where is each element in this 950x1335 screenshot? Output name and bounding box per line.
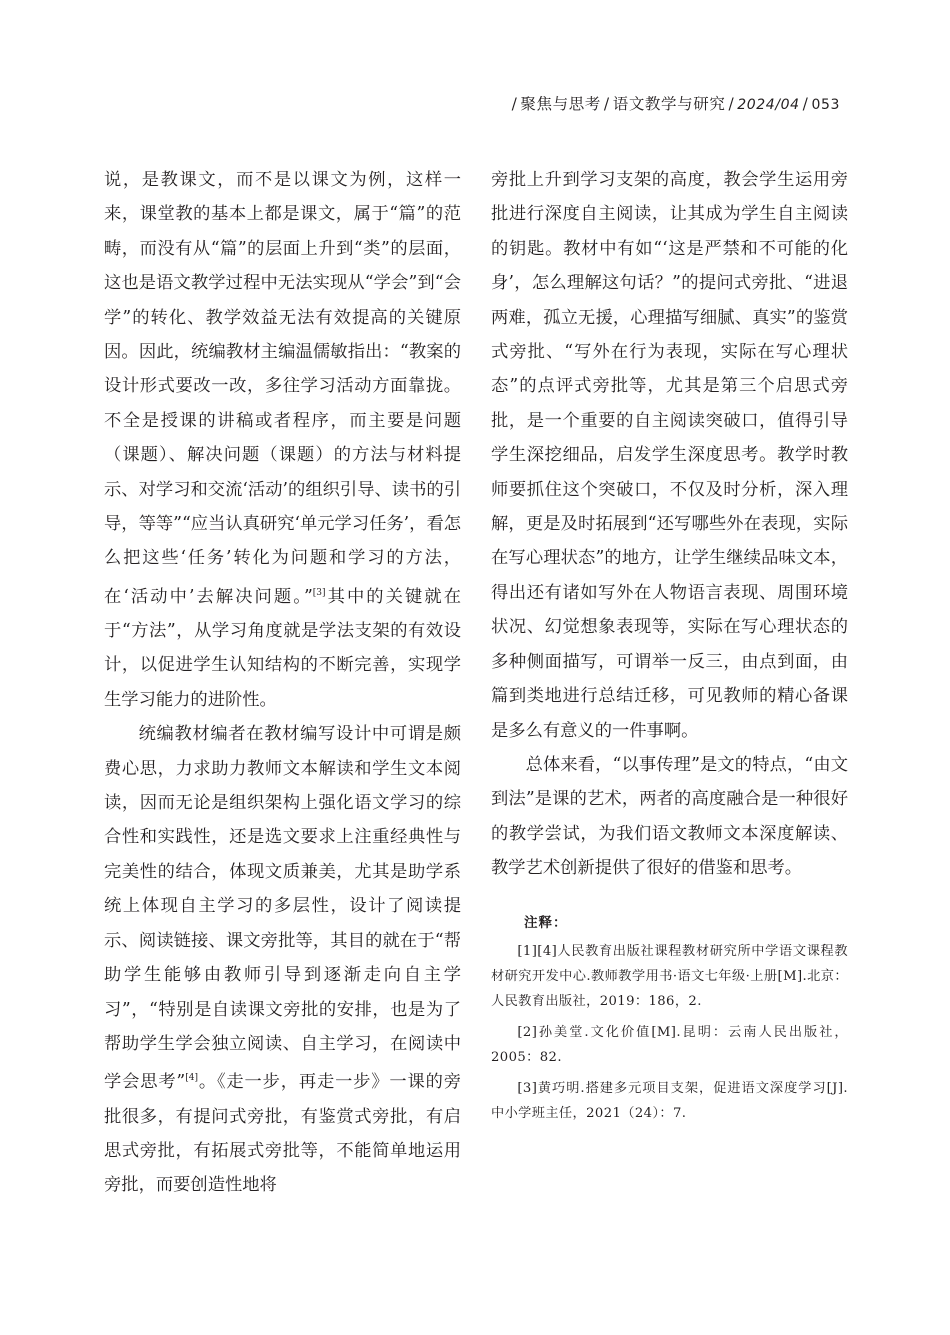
note-item: [2]孙美堂.文化价值[M].昆明：云南人民出版社，2005：82.	[491, 1025, 848, 1065]
note-item: [1][4]人民教育出版社课程教材研究所中学语文课程教材研究开发中心.教师教学用书·语文七年级·上册[M].北京：人民教育出版社，2019：186，2.	[491, 944, 848, 1009]
left-p1-text: 说，是教课文，而不是以课文为例，这样一来，课堂教的基本上都是课文，属于“篇”的范畴，而没有从“篇”的层面上升到“类”的层面，这也是语文教学过程中无法实现从“学会”到“会学”的转化、教学效益无法有效提高的关键原因。因此，统编教材主编温儒敏指出：“教案的设计形式要改一改，多往学习活动方面靠拢。不全是授课的讲稿或者程序，而主要是问题（课题）、解决问题（课题）的方法与材料提示、对学习和交流‘活动’的组织引导、读书的引导，等等”“应当认真研究‘单元学习任务’，看怎么把这些‘任务’转化为问题和学习的方法，在‘活动中’去解决问题。”	[104, 170, 462, 607]
citation-3: [3]	[312, 587, 326, 598]
header-date: 2024/04	[737, 97, 800, 113]
notes-section	[491, 913, 848, 1126]
right-paragraph-1: 旁批上升到学习支架的高度，教会学生运用旁批进行深度自主阅读，让其成为学生自主阅读的钥匙。教材中有如“‘这是严禁和不可能的化身’，怎么理解这句话？”的提问式旁批、“进退两难，孤立无援，心理描写细腻、真实”的鉴赏式旁批、“写外在行为表现，实际在写心理状态”的点评式旁批等，尤其是第三个启思式旁批，是一个重要的自主阅读突破口，值得引导学生深挖细品，启发学生深度思考。教学时教师要抓住这个突破口，不仅及时分析，深入理解，更是及时拓展到“还写哪些外在表现，实际在写心理状态”的地方，让学生继续品味文本，得出还有诸如写外在人物语言表现、周围环境状况、幻觉想象表现等，实际在写心理状态的多种侧面描写，可谓举一反三，由点到面，由篇到类地进行总结迁移，可见教师的精心备课是多么有意义的一件事啊。	[491, 170, 848, 741]
header-section: 聚焦与思考	[520, 95, 601, 113]
left-p2-text: 统编教材编者在教材编写设计中可谓是颇费心思，力求助力教师文本解读和学生文本阅读，因而无论是组织架构上强化语文学习的综合性和实践性，还是选文要求上注重经典性与完美性的结合，体现文质兼美，尤其是助学系统上体现自主学习的多层性，设计了阅读提示、阅读链接、课文旁批等，其目的就在于“帮助学生能够由教师引导到逐渐走向自主学习”，“特别是自读课文旁批的安排，也是为了帮助学生学会独立阅读、自主学习，在阅读中学会思考”	[104, 724, 461, 1093]
left-p1-after: 其中的关键就在于“方法”，从学习角度就是学法支架的有效设计，以促进学生认知结构的不断完善，实现学生学习能力的进阶性。	[104, 586, 461, 710]
note-item: [3]黄巧明.搭建多元项目支架，促进语文深度学习[J].中小学班主任，2021（24）：7.	[491, 1081, 848, 1121]
page-number: 053	[811, 97, 840, 113]
notes-title: 注释：	[524, 915, 568, 931]
left-paragraph-1	[104, 163, 461, 717]
header-journal: 语文教学与研究	[612, 95, 726, 113]
citation-4: [4]	[185, 1073, 199, 1084]
right-paragraph-2: 总体来看，“以事传理”是文的特点，“由文到法”是课的艺术，两者的高度融合是一种很好的教学尝试，为我们语文教师文本深度解读、教学艺术创新提供了很好的借鉴和思考。	[491, 754, 848, 879]
left-paragraph-2	[104, 717, 461, 1202]
left-p2-after: 。《走一步，再走一步》一课的旁批很多，有提问式旁批，有鉴赏式旁批，有启思式旁批，有拓展式旁批等，不能简单地运用旁批，而要创造性地将	[104, 1072, 462, 1196]
running-header: / 聚焦与思考 / 语文教学与研究 / 2024/04 / 053	[511, 95, 840, 113]
left-column	[104, 163, 461, 1203]
right-column	[491, 163, 848, 886]
